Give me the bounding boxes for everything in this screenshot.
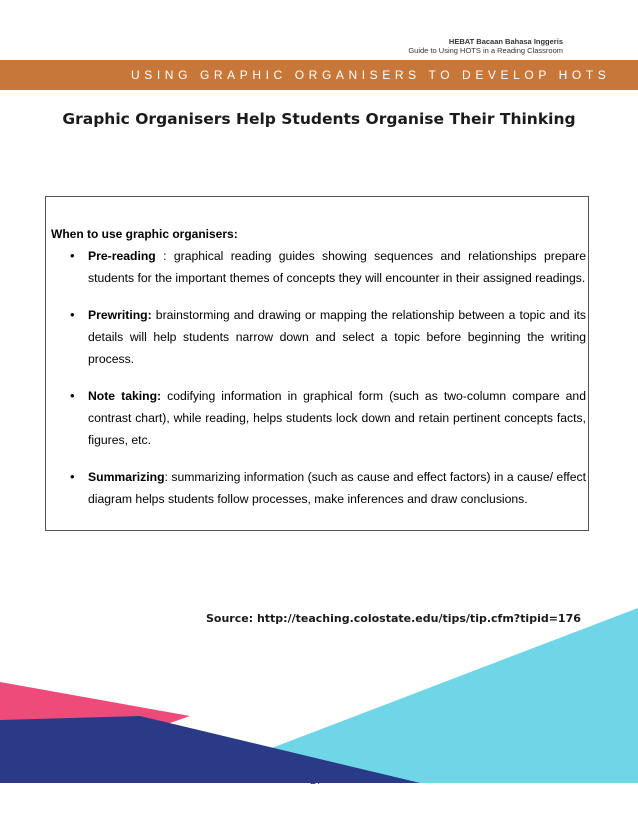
bullet-icon: • xyxy=(70,248,75,263)
bullet-icon: • xyxy=(70,469,75,484)
source-citation: Source: http://teaching.colostate.edu/tips/tip.cfm?tipid=176 xyxy=(206,612,581,625)
list-item-term: Pre-reading xyxy=(88,249,156,263)
list-item-description: summarizing information (such as cause and effect factors) in a cause/ effect diagram helps students follow processes, make inferences and draw conclusions. xyxy=(88,470,586,506)
list-item-term: Prewriting: xyxy=(88,308,152,322)
bullet-icon: • xyxy=(70,388,75,403)
list-item-description: codifying information in graphical form (such as two-column compare and contrast chart), while reading, helps students lock down and retain pertinent concepts facts, figures, etc. xyxy=(88,389,586,447)
list-item-term: Summarizing xyxy=(88,470,165,484)
banner-text: USING GRAPHIC ORGANISERS TO DEVELOP HOTS xyxy=(131,68,611,82)
header-publication-title: HEBAT Bacaan Bahasa Inggeris xyxy=(448,37,563,46)
box-heading: When to use graphic organisers: xyxy=(51,227,238,241)
list-item-description: brainstorming and drawing or mapping the relationship between a topic and its details will help students narrow down and select a topic before beginning the writing process. xyxy=(88,308,587,366)
page-title: Graphic Organisers Help Students Organise Their Thinking xyxy=(62,110,576,128)
list-item-text: Pre-reading : graphical reading guides showing sequences and relationships prepare students for the important themes of concepts they will encounter in their assigned readings. xyxy=(88,249,586,285)
bullet-icon: • xyxy=(70,307,75,322)
list-item-term: Note taking: xyxy=(88,389,162,403)
list-item-text: Summarizing: summarizing information (such as cause and effect factors) in a cause/ effect diagram helps students follow processes, make inferences and draw conclusions. xyxy=(88,470,586,506)
header-guide-subtitle: Guide to Using HOTS in a Reading Classroom xyxy=(408,46,563,55)
list-item-description: graphical reading guides showing sequences and relationships prepare students for the important themes of concepts they will encounter in their assigned readings. xyxy=(88,249,586,285)
